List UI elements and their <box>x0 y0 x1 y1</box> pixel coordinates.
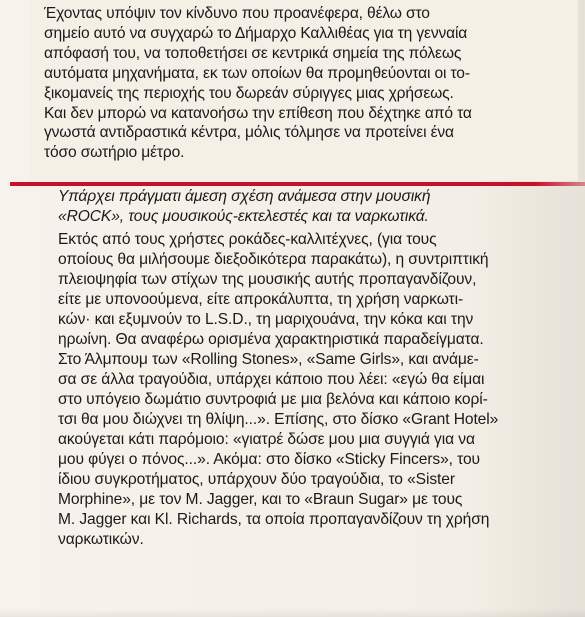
top-paragraph: Έχοντας υπόψιν τον κίνδυνο που προανέφερα, θέλω στο σημείο αυτό να συγχαρώ το Δήμαρχο Καλλιθέας για τη γενναία απόφασή του, να τοποθετήσει σε κεντρικά σημεία της πόλεως αυτόματα μηχανήματα, εκ των οποίων θα προμηθεύονται οι το- ξικομανείς της περιοχής του δωρεάν σύριγγες μιας χρήσεως. Και δεν μπορώ να κατανοήσω την επίθεση που δέχτηκε από τα γνωστά αντιδραστικά κέντρα, μόλις τόλμησε να προτείνει ένα τόσο σωτήριο μέτρο. <box>44 5 472 162</box>
body-paragraph: Εκτός από τους χρήστες ροκάδες-καλλιτέχνες, (για τους οποίους θα μιλήσουμε διεξοδικότερα παρακάτω), η συντριπτική πλειοψηφία των στίχων της μουσικής αυτής προπαγανδίζουν, είτε με υπονοούμενα, είτε απροκάλυπτα, τη χρήση ναρκωτι- κών· και εξυμνούν το L.S.D., τη μαριχουάνα, την κόκα και την ηρωίνη. Θα αναφέρω ορισμένα χαρακτηριστικά παραδείγματα. Στο Άλμπουμ των «Rolling Stones», «Same Girls», και ανάμε- σα σε άλλα τραγούδια, υπάρχει κάποιο που λέει: «εγώ θα είμαι στο υπόγειο δωμάτιο συντροφιά με μια βελόνα και κάποιο κορί- τσι θα μου διώχνει τη θλίψη...». Επίσης, στο δίσκο «Grant Hotel» ακούγεται κάτι παρόμοιο: «γιατρέ δώσε μου μια συγγιά για να μου φύγει ο πόνος...». Ακόμα: στο δίσκο «Sticky Fincers», του ίδιου συγκροτήματος, υπάρχουν δύο τραγούδια, το «Sister Morphine», με τον Μ. Jagger, και το «Braun Sugar» με τους Μ. Jagger και Κl. Richards, τα οποία προπαγανδίζουν τη χρήση ναρκωτικών. <box>58 231 499 548</box>
red-separator-line <box>10 182 585 186</box>
page-bottom-shadow <box>0 609 585 617</box>
italic-intro-paragraph: Υπάρχει πράγματι άμεση σχέση ανάμεσα στην μουσική «ROCK», τους μουσικούς-εκτελεστές και τα ναρκωτικά. <box>58 188 431 225</box>
